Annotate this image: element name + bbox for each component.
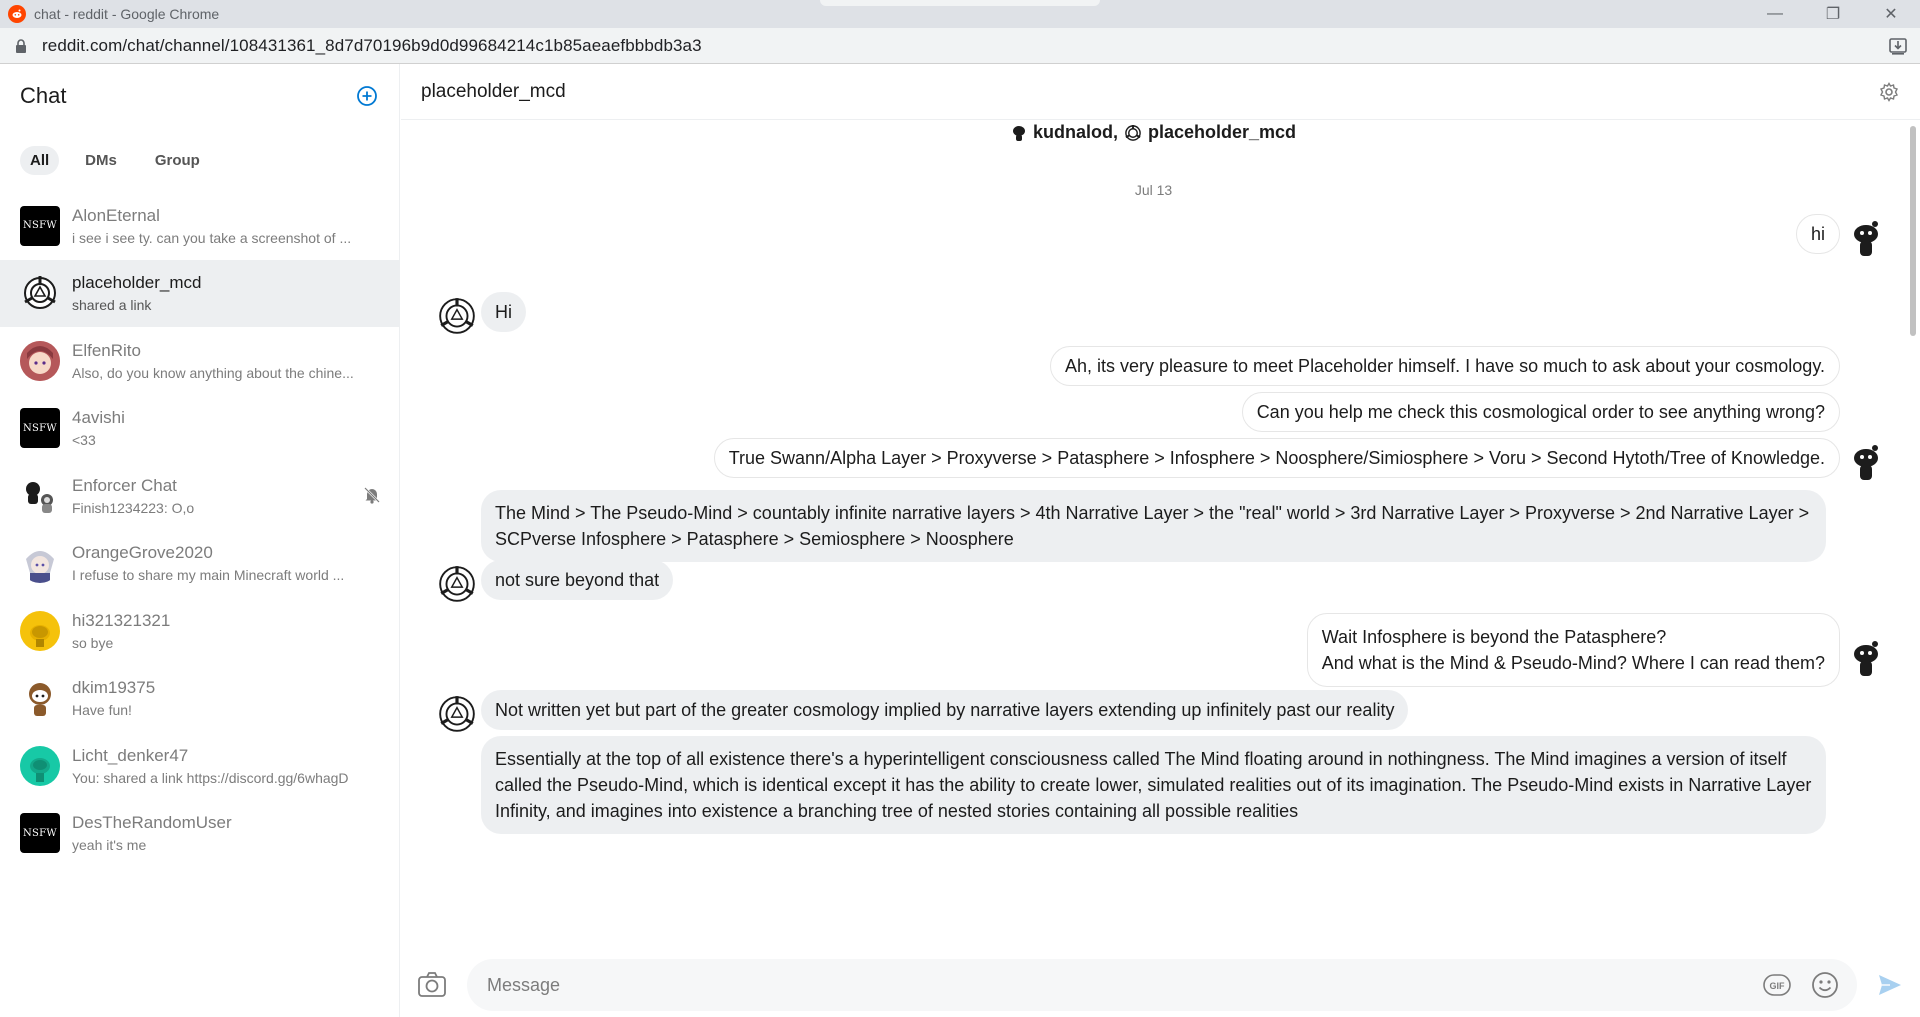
chat-filters — [0, 128, 399, 192]
participant-name: kudnalod, — [1032, 122, 1118, 142]
snoo-brown-icon — [20, 678, 60, 718]
scp-logo-icon — [20, 273, 60, 313]
message-list — [401, 120, 1906, 956]
message-text-line: And what is the Mind & Pseudo-Mind? Where I can read them? — [1321, 653, 1825, 673]
filter-group[interactable]: Group — [154, 151, 200, 169]
message-input[interactable] — [467, 959, 1857, 1011]
sidebar-title: Chat — [20, 83, 67, 108]
scp-logo-icon[interactable] — [437, 694, 477, 734]
chat-preview: Also, do you know anything about the chine... — [72, 364, 354, 381]
message-text: The Mind > The Pseudo-Mind > countably infinite narrative layers > 4th Narrative Layer > the "real" world > 3rd Narrative Layer > Proxyverse > 2nd Narrative Layer > SCPverse Infosphere > Patasphere > Semiosphere > Noosphere — [495, 503, 1810, 549]
install-app-icon[interactable] — [1888, 36, 1908, 56]
participant[interactable] — [1124, 122, 1296, 143]
chat-item-des-the-random-user[interactable] — [0, 800, 399, 868]
message-text: Essentially at the top of all existence there's a hyperintelligent consciousness called The Mind floating around in nothingness. The Mind imagines a version of itself called the Pseudo-Mind, which is identical except it has the ability to create lower, simulated realities out of its imagination. The Pseudo-Mind exists in Narrative Layer Infinity, and imagines into existence a branching tree of nested stories containing all possible realities — [495, 749, 1812, 821]
message-bubble-theirs — [481, 292, 526, 332]
chat-preview: Have fun! — [72, 702, 132, 719]
muted-bell-icon — [363, 486, 381, 504]
chat-item-hi321321321[interactable] — [0, 597, 399, 665]
chat-item-elfen-rito[interactable] — [0, 327, 399, 395]
chat-name: ElfenRito — [72, 340, 141, 360]
gif-icon[interactable] — [1763, 974, 1791, 996]
chat-name: DesTheRandomUser — [72, 813, 232, 833]
chat-name: placeholder_mcd — [72, 273, 202, 293]
message-bubble-mine — [714, 438, 1840, 478]
user-snoo-icon[interactable] — [1846, 220, 1886, 260]
user-snoo-icon[interactable] — [1846, 640, 1886, 680]
filter-dms[interactable]: DMs — [85, 151, 117, 169]
gif-label: GIF — [1769, 981, 1785, 991]
message-text: not sure beyond that — [495, 570, 660, 590]
chat-name: dkim19375 — [72, 678, 156, 698]
message-scrollbar[interactable] — [1906, 120, 1920, 956]
message-bubble-theirs — [481, 490, 1826, 562]
nsfw-avatar: NSFW — [20, 206, 60, 246]
chat-name: AlonEternal — [72, 205, 160, 225]
user-snoo-icon[interactable] — [1846, 444, 1886, 484]
chat-name: Licht_denker47 — [72, 745, 189, 765]
message-text: hi — [1810, 224, 1825, 244]
new-chat-icon[interactable] — [355, 84, 379, 108]
snoo-teal-icon — [20, 746, 60, 786]
address-bar[interactable] — [0, 28, 1920, 64]
message-text: Ah, its very pleasure to meet Placeholder himself. I have so much to ask about your cosmology. — [1064, 356, 1825, 376]
chat-main — [401, 64, 1920, 1017]
nsfw-avatar: NSFW — [20, 813, 60, 853]
chat-preview: yeah it's me — [72, 837, 147, 854]
date-separator: Jul 13 — [1134, 182, 1173, 198]
window-title: chat - reddit - Google Chrome — [34, 6, 220, 22]
chat-item-placeholder-mcd[interactable] — [0, 260, 399, 328]
chat-sidebar — [0, 64, 400, 1017]
message-text: Hi — [495, 302, 512, 322]
chat-item-4avishi[interactable] — [0, 395, 399, 463]
message-bubble-theirs — [481, 690, 1408, 730]
scp-logo-icon[interactable] — [437, 564, 477, 604]
chat-name: OrangeGrove2020 — [72, 543, 213, 563]
message-bubble-mine — [1242, 392, 1840, 432]
reddit-favicon-icon — [8, 5, 26, 23]
filter-all[interactable]: All — [20, 146, 59, 175]
browser-titlebar — [0, 0, 1920, 28]
chat-item-alon-eternal[interactable] — [0, 192, 399, 260]
camera-icon[interactable] — [417, 971, 447, 999]
anime-avatar-icon — [20, 341, 60, 381]
group-avatar-icon — [20, 476, 60, 516]
channel-name: placeholder_mcd — [421, 80, 566, 102]
message-bubble-theirs — [481, 736, 1826, 834]
close-icon[interactable]: ✕ — [1884, 6, 1898, 23]
participants-line — [401, 122, 1906, 143]
scp-logo-icon[interactable] — [437, 296, 477, 336]
chat-item-enforcer-chat[interactable] — [0, 462, 399, 530]
emoji-icon[interactable] — [1811, 971, 1839, 999]
chat-name: 4avishi — [72, 408, 125, 428]
message-text-line: Wait Infosphere is beyond the Patasphere? — [1321, 627, 1667, 647]
tab-strip-notch — [820, 0, 1100, 6]
snoo-black-icon — [1011, 124, 1027, 142]
chat-item-licht-denker47[interactable] — [0, 732, 399, 800]
nsfw-avatar: NSFW — [20, 408, 60, 448]
chat-preview: Finish1234223: O,o — [72, 499, 195, 516]
snoo-yellow-icon — [20, 611, 60, 651]
message-text: True Swann/Alpha Layer > Proxyverse > Patasphere > Infosphere > Noosphere/Simiosphere > Voru > Second Hytoth/Tree of Knowledge. — [728, 448, 1825, 468]
minimize-icon[interactable]: — — [1767, 5, 1783, 22]
chat-preview: shared a link — [72, 297, 152, 314]
chat-preview: so bye — [72, 634, 114, 651]
chat-item-dkim19375[interactable] — [0, 665, 399, 733]
message-text: Can you help me check this cosmological order to see anything wrong? — [1256, 402, 1825, 422]
restore-icon[interactable]: ❐ — [1825, 6, 1841, 23]
message-composer — [401, 953, 1920, 1017]
chat-preview: I refuse to share my main Minecraft world ... — [72, 567, 345, 584]
window-controls — [1746, 0, 1920, 28]
participant[interactable] — [1011, 122, 1118, 143]
sidebar-header — [0, 64, 399, 128]
url-text[interactable]: reddit.com/chat/channel/108431361_8d7d70196b9d0d99684214c1b85aeaefbbbdb3a3 — [42, 35, 702, 55]
chat-preview: You: shared a link https://discord.gg/6whagD — [72, 769, 349, 786]
chat-name: Enforcer Chat — [72, 475, 177, 495]
lock-icon[interactable] — [14, 39, 28, 53]
chat-name: hi321321321 — [72, 610, 171, 630]
message-bubble-mine — [1307, 613, 1840, 687]
message-bubble-mine — [1050, 346, 1840, 386]
chat-item-orange-grove[interactable] — [0, 530, 399, 598]
scrollbar-thumb[interactable] — [1910, 126, 1916, 336]
scp-logo-icon — [1124, 124, 1142, 142]
message-bubble-theirs — [481, 560, 673, 600]
chat-preview: i see i see ty. can you take a screenshot of ... — [72, 229, 352, 246]
chat-preview: <33 — [72, 432, 96, 449]
chat-list — [0, 192, 399, 867]
channel-header — [401, 64, 1920, 120]
gear-icon[interactable] — [1878, 81, 1900, 103]
participant-name: placeholder_mcd — [1147, 122, 1297, 142]
send-icon[interactable] — [1876, 971, 1904, 999]
anime-avatar-2-icon — [20, 543, 60, 583]
message-bubble-mine — [1796, 214, 1840, 254]
message-text: Not written yet but part of the greater cosmology implied by narrative layers extending up infinitely past our reality — [495, 700, 1395, 720]
